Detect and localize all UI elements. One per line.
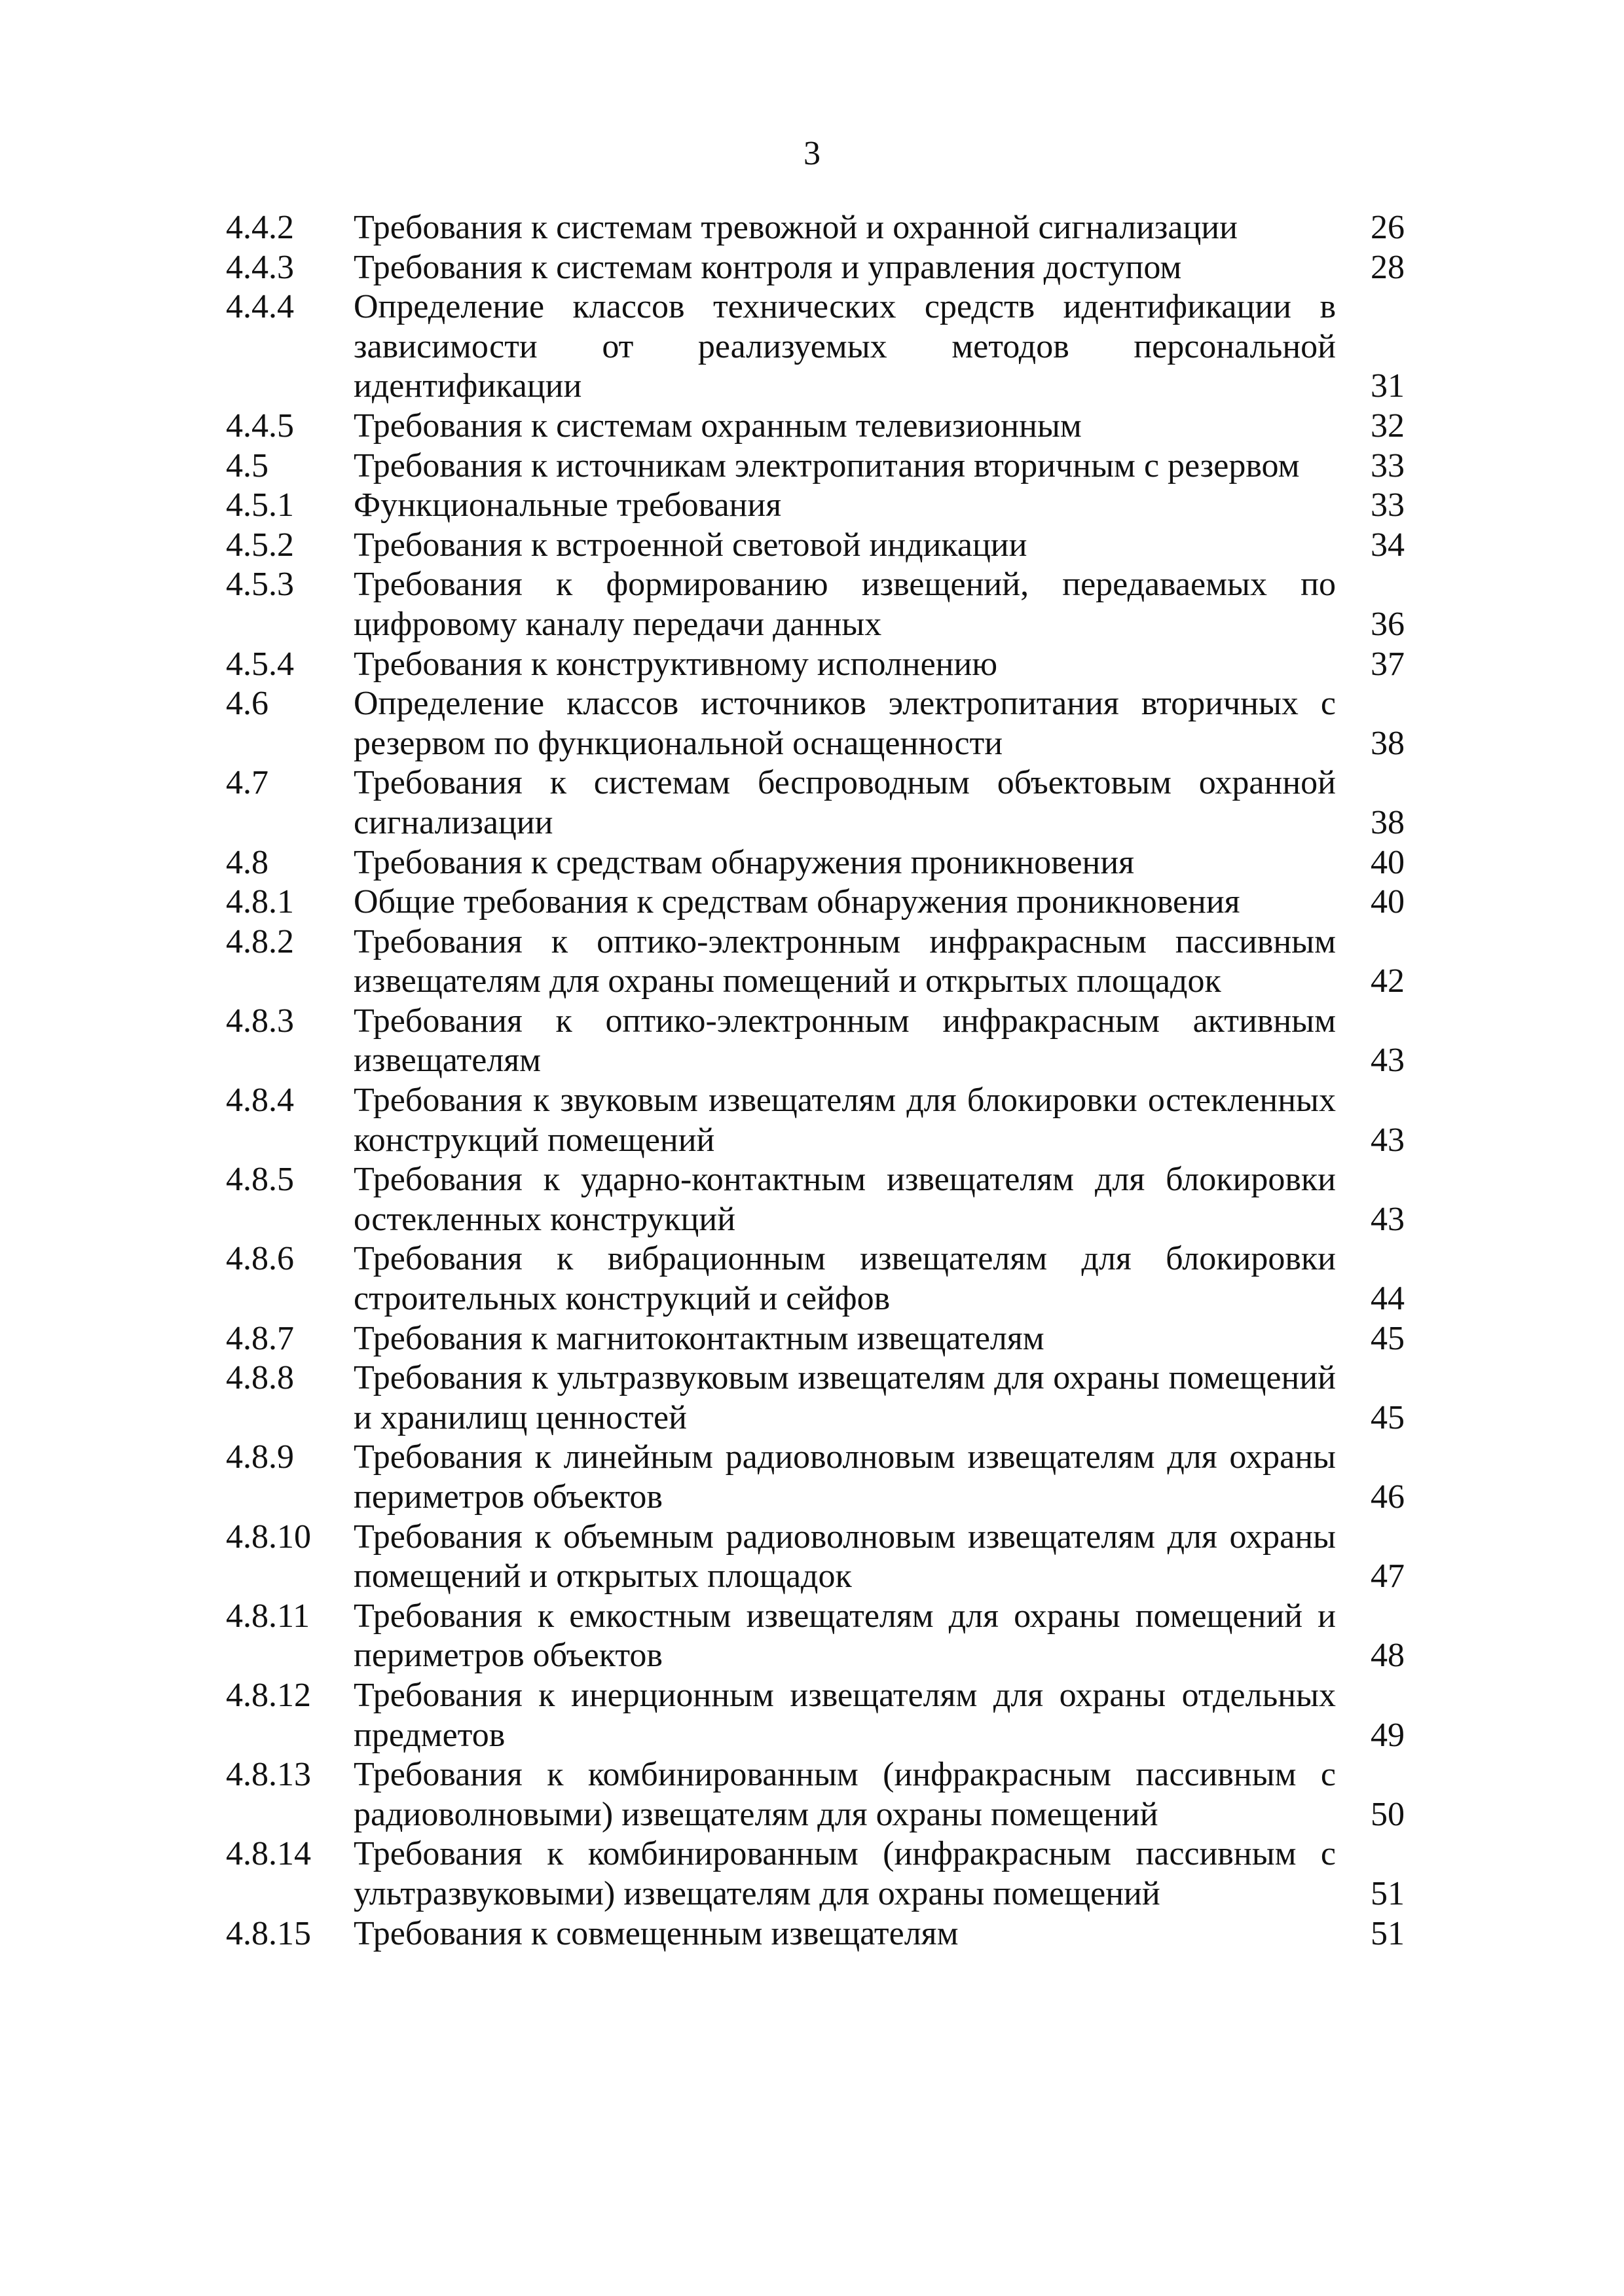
toc-entry-page: 36 bbox=[1371, 605, 1405, 643]
toc-entry-title: Требования к совмещенным извещателям bbox=[354, 1914, 959, 1952]
toc-entry-page: 50 bbox=[1371, 1795, 1405, 1833]
toc-entry-number: 4.8.8 bbox=[226, 1359, 294, 1397]
toc-entry-title: Требования к оптико-электронным инфракрасным пассивным извещателям для охраны помещений и открытых площадок bbox=[354, 922, 1336, 1000]
toc-entry[interactable] bbox=[226, 763, 1405, 843]
toc-entry-title: Требования к объемным радиоволновым извещателям для охраны помещений и открытых площадок bbox=[354, 1518, 1336, 1595]
toc-entry-title: Требования к комбинированным (инфракрасным пассивным с ультразвуковыми) извещателям для охраны помещений bbox=[354, 1835, 1336, 1912]
toc-entry-page: 33 bbox=[1371, 486, 1405, 524]
toc-entry-title: Требования к звуковым извещателям для блокировки остекленных конструкций помещений bbox=[354, 1082, 1336, 1159]
toc-entry-page: 34 bbox=[1371, 526, 1405, 564]
toc-entry-page: 40 bbox=[1371, 843, 1405, 881]
toc-entry-page: 43 bbox=[1371, 1200, 1405, 1238]
toc-entry-number: 4.8.4 bbox=[226, 1082, 294, 1120]
toc-entry-page: 47 bbox=[1371, 1558, 1405, 1595]
toc-entry-title: Требования к системам тревожной и охранной сигнализации bbox=[354, 209, 1238, 246]
toc-entry-title: Требования к оптико-электронным инфракрасным активным извещателям bbox=[354, 1002, 1336, 1080]
toc-entry-title: Требования к конструктивному исполнению bbox=[354, 645, 998, 683]
toc-entry-title: Определение классов источников электропитания вторичных с резервом по функциональной оснащенности bbox=[354, 685, 1336, 762]
toc-entry-page: 42 bbox=[1371, 962, 1405, 1000]
toc-entry-page: 38 bbox=[1371, 803, 1405, 841]
toc-entry-number: 4.8.6 bbox=[226, 1240, 294, 1278]
toc-entry-page: 51 bbox=[1371, 1874, 1405, 1912]
toc-entry-title: Требования к магнитоконтактным извещателям bbox=[354, 1319, 1044, 1357]
toc-entry[interactable] bbox=[226, 287, 1405, 407]
toc-entry-title: Требования к системам контроля и управления доступом bbox=[354, 248, 1182, 286]
toc-entry-number: 4.8.7 bbox=[226, 1319, 294, 1357]
toc-entry-number: 4.8.9 bbox=[226, 1438, 294, 1476]
toc-entry[interactable] bbox=[226, 645, 1405, 685]
toc-entry[interactable] bbox=[226, 446, 1405, 486]
toc-entry-title: Требования к ультразвуковым извещателям для охраны помещений и хранилищ ценностей bbox=[354, 1359, 1336, 1436]
toc-entry-page: 33 bbox=[1371, 446, 1405, 484]
toc-entry[interactable] bbox=[226, 526, 1405, 566]
toc-entry[interactable] bbox=[226, 1518, 1405, 1597]
toc-entry-number: 4.5.2 bbox=[226, 526, 294, 564]
toc-entry-page: 46 bbox=[1371, 1478, 1405, 1516]
toc-entry-number: 4.5.3 bbox=[226, 566, 294, 604]
toc-entry-page: 32 bbox=[1371, 407, 1405, 445]
table-of-contents bbox=[226, 208, 1405, 1954]
toc-entry-page: 48 bbox=[1371, 1637, 1405, 1675]
toc-entry-number: 4.8.15 bbox=[226, 1914, 311, 1952]
toc-entry-number: 4.5.4 bbox=[226, 645, 294, 683]
toc-entry[interactable] bbox=[226, 684, 1405, 763]
toc-entry-page: 51 bbox=[1371, 1914, 1405, 1952]
toc-entry-page: 38 bbox=[1371, 724, 1405, 762]
toc-entry[interactable] bbox=[226, 1160, 1405, 1239]
toc-entry[interactable] bbox=[226, 1914, 1405, 1954]
toc-entry-number: 4.5.1 bbox=[226, 486, 294, 524]
toc-entry-number: 4.7 bbox=[226, 764, 268, 802]
toc-entry-title: Требования к емкостным извещателям для охраны помещений и периметров объектов bbox=[354, 1597, 1336, 1675]
toc-entry-title: Требования к вибрационным извещателям для блокировки строительных конструкций и сейфов bbox=[354, 1240, 1336, 1318]
toc-entry-page: 43 bbox=[1371, 1121, 1405, 1159]
toc-entry-title: Требования к комбинированным (инфракрасным пассивным с радиоволновыми) извещателям для охраны помещений bbox=[354, 1756, 1336, 1833]
toc-entry[interactable] bbox=[226, 208, 1405, 248]
toc-entry-number: 4.8 bbox=[226, 843, 268, 881]
toc-entry-number: 4.8.5 bbox=[226, 1161, 294, 1199]
toc-entry[interactable] bbox=[226, 1002, 1405, 1081]
toc-entry-page: 37 bbox=[1371, 645, 1405, 683]
toc-entry-number: 4.8.11 bbox=[226, 1597, 310, 1635]
toc-entry-number: 4.8.13 bbox=[226, 1756, 311, 1794]
toc-entry-page: 45 bbox=[1371, 1319, 1405, 1357]
toc-entry[interactable] bbox=[226, 883, 1405, 922]
toc-entry-page: 43 bbox=[1371, 1042, 1405, 1080]
toc-entry[interactable] bbox=[226, 565, 1405, 644]
toc-entry-page: 49 bbox=[1371, 1716, 1405, 1754]
toc-entry-page: 44 bbox=[1371, 1280, 1405, 1318]
toc-entry-page: 31 bbox=[1371, 367, 1405, 405]
toc-entry-page: 40 bbox=[1371, 883, 1405, 921]
toc-entry-title: Требования к системам беспроводным объектовым охранной сигнализации bbox=[354, 764, 1336, 841]
toc-entry-title: Функциональные требования bbox=[354, 486, 782, 524]
toc-entry[interactable] bbox=[226, 486, 1405, 526]
toc-entry-title: Требования к инерционным извещателям для охраны отдельных предметов bbox=[354, 1676, 1336, 1754]
toc-entry[interactable] bbox=[226, 843, 1405, 883]
toc-entry-title: Определение классов технических средств идентификации в зависимости от реализуемых методов персональной идентификации bbox=[354, 288, 1336, 405]
toc-entry[interactable] bbox=[226, 1597, 1405, 1676]
toc-entry[interactable] bbox=[226, 1438, 1405, 1517]
toc-entry-title: Требования к формированию извещений, передаваемых по цифровому каналу передачи данных bbox=[354, 566, 1336, 643]
toc-entry[interactable] bbox=[226, 248, 1405, 288]
toc-entry-page: 28 bbox=[1371, 248, 1405, 286]
toc-entry[interactable] bbox=[226, 1319, 1405, 1359]
toc-entry-number: 4.8.2 bbox=[226, 922, 294, 960]
page-number: 3 bbox=[803, 135, 821, 172]
toc-entry-number: 4.5 bbox=[226, 446, 268, 484]
toc-entry[interactable] bbox=[226, 1755, 1405, 1834]
toc-entry[interactable] bbox=[226, 1676, 1405, 1755]
toc-entry-number: 4.8.1 bbox=[226, 883, 294, 921]
toc-entry-title: Требования к встроенной световой индикации bbox=[354, 526, 1027, 564]
toc-entry[interactable] bbox=[226, 1834, 1405, 1914]
toc-entry-number: 4.8.14 bbox=[226, 1835, 311, 1873]
toc-entry-page: 45 bbox=[1371, 1398, 1405, 1436]
toc-entry-number: 4.4.4 bbox=[226, 288, 294, 326]
toc-entry-title: Требования к средствам обнаружения проникновения bbox=[354, 843, 1135, 881]
toc-entry[interactable] bbox=[226, 1358, 1405, 1438]
toc-entry[interactable] bbox=[226, 407, 1405, 446]
toc-entry-number: 4.8.12 bbox=[226, 1676, 311, 1714]
toc-entry-title: Требования к ударно-контактным извещателям для блокировки остекленных конструкций bbox=[354, 1161, 1336, 1238]
toc-entry-title: Требования к линейным радиоволновым извещателям для охраны периметров объектов bbox=[354, 1438, 1336, 1516]
toc-entry[interactable] bbox=[226, 1239, 1405, 1319]
toc-entry-title: Требования к системам охранным телевизионным bbox=[354, 407, 1082, 445]
toc-entry-number: 4.4.2 bbox=[226, 209, 294, 246]
toc-entry-number: 4.8.3 bbox=[226, 1002, 294, 1040]
toc-entry-title: Общие требования к средствам обнаружения проникновения bbox=[354, 883, 1240, 921]
toc-entry[interactable] bbox=[226, 922, 1405, 1002]
toc-entry[interactable] bbox=[226, 1081, 1405, 1160]
toc-entry-number: 4.4.3 bbox=[226, 248, 294, 286]
toc-entry-number: 4.4.5 bbox=[226, 407, 294, 445]
toc-entry-title: Требования к источникам электропитания вторичным с резервом bbox=[354, 446, 1300, 484]
toc-entry-number: 4.6 bbox=[226, 685, 268, 723]
toc-entry-page: 26 bbox=[1371, 209, 1405, 246]
toc-entry-number: 4.8.10 bbox=[226, 1518, 311, 1556]
